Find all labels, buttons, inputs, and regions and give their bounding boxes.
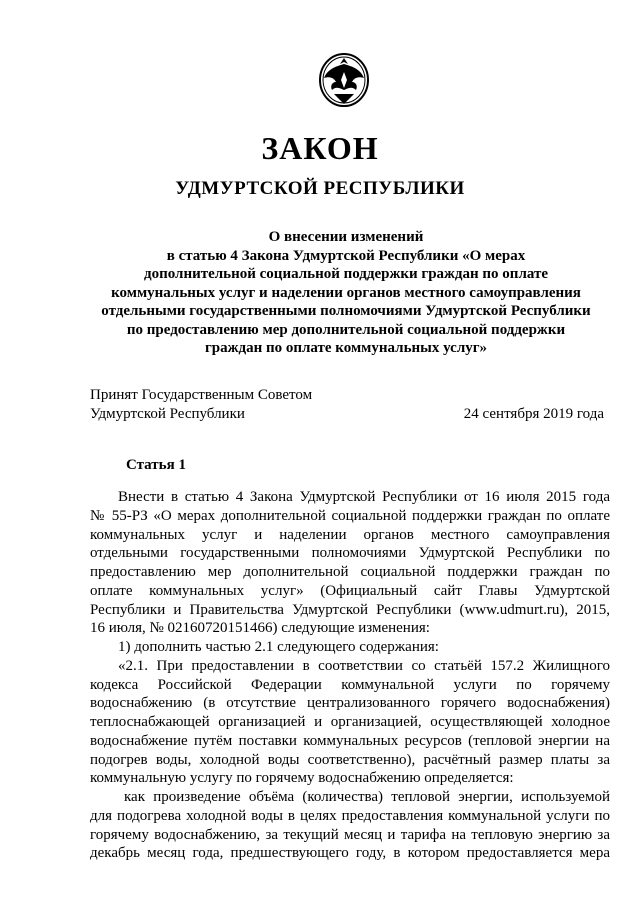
body-line: кодекса Российской Федерации коммунальной услуги по горячему xyxy=(90,676,610,693)
body-line: декабрь месяц года, предшествующего году, в котором предоставляется мера xyxy=(90,845,610,862)
body-line: предоставлению мер дополнительной социальной поддержки граждан по xyxy=(90,564,610,580)
body-line: для подогрева холодной воды в целях предоставления коммунальной услуги по xyxy=(90,807,610,824)
heading-line: в статью 4 Закона Удмуртской Республики «О мерах xyxy=(166,247,526,264)
body-line: 1) дополнить частью 2.1 следующего содержания: xyxy=(118,639,439,655)
body-line: Республики и Правительства Удмуртской Республики (www.udmurt.ru), 2015, xyxy=(90,601,610,618)
law-heading xyxy=(96,228,596,358)
adoption-line: Принят Государственным Советом xyxy=(90,387,313,403)
document-subtitle: УДМУРТСКОЙ РЕСПУБЛИКИ xyxy=(175,178,465,199)
heading-line: О внесении изменений xyxy=(268,229,424,245)
heading-line: дополнительной социальной поддержки граждан по оплате xyxy=(144,266,548,282)
adoption-date: 24 сентября 2019 года xyxy=(463,406,604,422)
body-line: водоснабжение путём поставки коммунальных ресурсов (тепловой энергии на xyxy=(90,732,610,749)
body-line: теплоснабжающей организацией и организацией, осуществляющей холодное xyxy=(90,714,610,730)
body-line: коммунальных услуг и наделении органов местного самоуправления xyxy=(90,526,610,543)
body-line: Внести в статью 4 Закона Удмуртской Республики от 16 июля 2015 года xyxy=(118,489,610,505)
heading-line: по предоставлению мер дополнительной социальной поддержки xyxy=(126,321,566,338)
heading-line: коммунальных услуг и наделении органов местного самоуправления xyxy=(111,284,581,301)
body-line: горячему водоснабжению, за текущий месяц и тарифа на тепловую энергию за xyxy=(90,826,610,843)
heading-line: граждан по оплате коммунальных услуг» xyxy=(204,340,488,356)
adoption-line: Удмуртской Республики xyxy=(90,405,245,422)
body-line: оплате коммунальных услуг» (Официальный сайт Главы Удмуртской xyxy=(90,582,610,599)
body-line: № 55-РЗ «О мерах дополнительной социальной поддержки граждан по оплате xyxy=(90,507,610,524)
body-line: коммунальную услугу по горячему водоснабжению определяется: xyxy=(90,770,514,787)
article-title: Статья 1 xyxy=(126,457,186,473)
coat-of-arms-emblem xyxy=(318,50,370,108)
body-line: подогрев воды, холодной воды соответственно), расчётный размер платы за xyxy=(90,751,610,768)
body-line: 16 июля, № 02160720151466) следующие изменения: xyxy=(90,620,430,637)
body-line: отдельными государственными полномочиями Удмуртской Республики по xyxy=(90,545,610,562)
body-line: «2.1. При предоставлении в соответствии со статьёй 157.2 Жилищного xyxy=(118,657,610,674)
body-line: как произведение объёма (количества) тепловой энергии, используемой xyxy=(124,789,610,805)
document-title: ЗАКОН xyxy=(261,130,379,166)
adoption-note xyxy=(90,386,312,423)
article-body xyxy=(90,488,610,863)
body-line: водоснабжению (в отсутствие централизованного горячего водоснабжения) xyxy=(90,695,610,712)
heading-line: отдельными государственными полномочиями Удмуртской Республики xyxy=(101,303,591,319)
